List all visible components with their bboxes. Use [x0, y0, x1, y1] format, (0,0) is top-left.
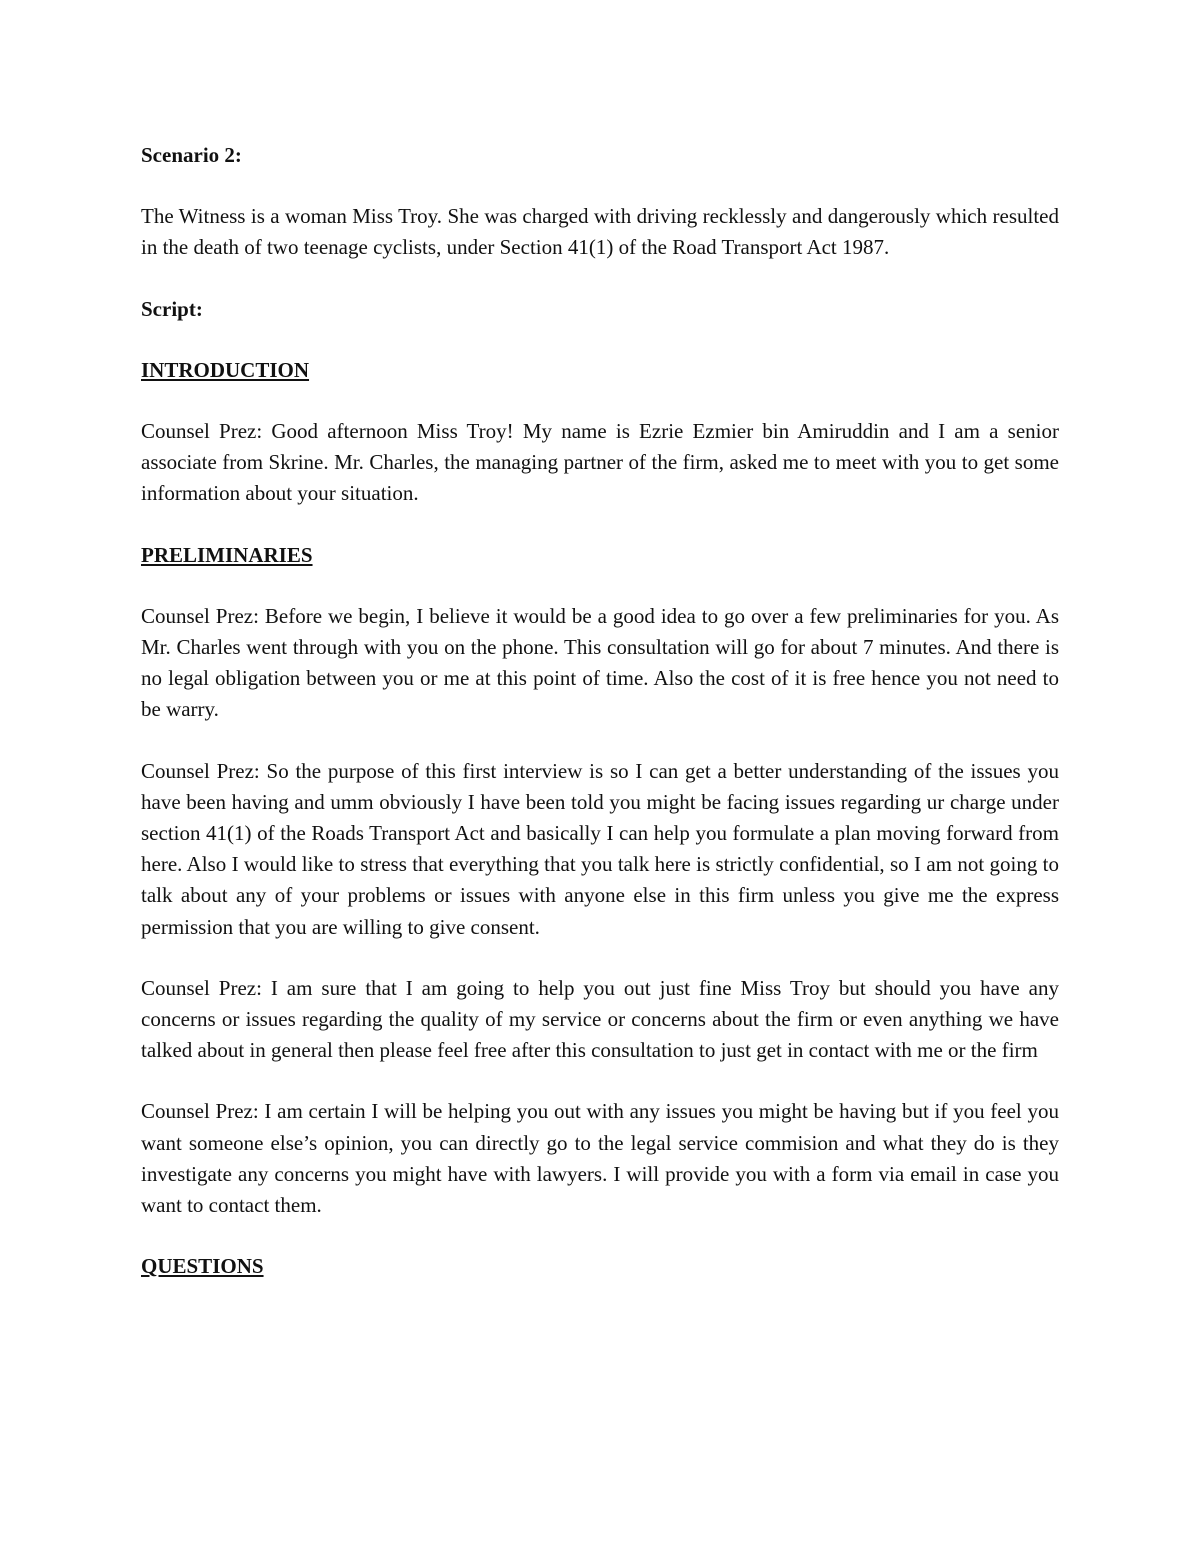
scenario-text: The Witness is a woman Miss Troy. She was charged with driving recklessly and dangerously which resulted in the death of two teenage cyclists, under Section 41(1) of the Road Transport Act 1987. — [141, 204, 1059, 260]
questions-heading: QUESTIONS — [141, 1254, 264, 1279]
script-label: Script: — [141, 296, 203, 321]
preliminaries-paragraph: Counsel Prez: I am certain I will be helping you out with any issues you might be having but if you feel you want someone else’s opinion, you can directly go to the legal service commision and what they do is they investigate any concerns you might have with lawyers. I will provide you with a form via email in case you want to contact them. — [141, 1099, 1059, 1218]
preliminaries-paragraph: Counsel Prez: I am sure that I am going to help you out just fine Miss Troy but should you have any concerns or issues regarding the quality of my service or concerns about the firm or even anything we have talked about in general then please feel free after this consultation to just get in contact with me or the firm — [141, 975, 1059, 1063]
scenario-label: Scenario 2: — [141, 143, 242, 167]
preliminaries-heading: PRELIMINARIES — [141, 542, 313, 567]
preliminaries-paragraph: Counsel Prez: So the purpose of this first interview is so I can get a better understanding of the issues you have been having and umm obviously I have been told you might be facing issues regarding ur charge under section 41(1) of the Roads Transport Act and basically I can help you formulate a plan moving forward from here. Also I would like to stress that everything that you talk here is strictly confidential, so I am not going to talk about any of your problems or issues with anyone else in this firm unless you give me the express permission that you are willing to give consent. — [141, 758, 1059, 939]
introduction-heading: INTRODUCTION — [141, 357, 310, 382]
document-page — [141, 140, 1059, 1282]
preliminaries-paragraph: Counsel Prez: Before we begin, I believe it would be a good idea to go over a few preliminaries for you. As Mr. Charles went through with you on the phone. This consultation will go for about 7 minutes. And there is no legal obligation between you or me at this point of time. Also the cost of it is free hence you not need to be warry. — [141, 603, 1059, 722]
introduction-paragraph: Counsel Prez: Good afternoon Miss Troy! My name is Ezrie Ezmier bin Amiruddin and I am a senior associate from Skrine. Mr. Charles, the managing partner of the firm, asked me to meet with you to get some information about your situation. — [141, 419, 1059, 506]
